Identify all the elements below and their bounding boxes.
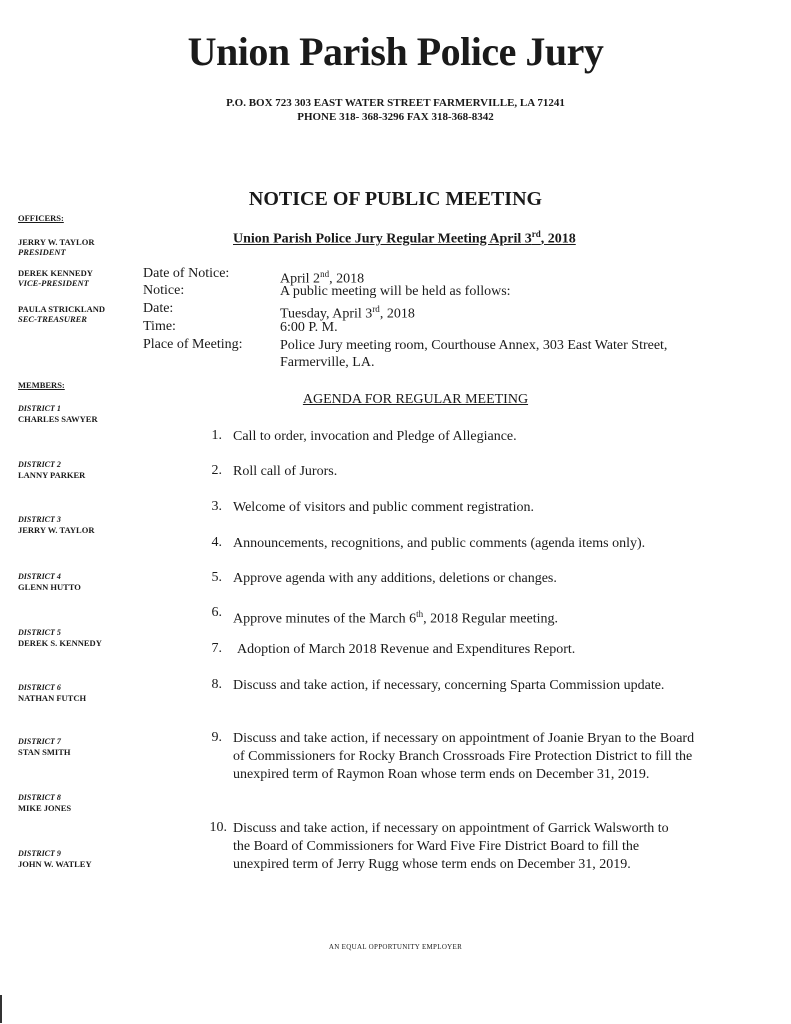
agenda-item-number: 5. — [211, 570, 222, 585]
time-label: Time: — [143, 319, 176, 334]
member-name: JERRY W. TAYLOR — [18, 525, 95, 535]
agenda-item-number: 7. — [211, 641, 222, 656]
agenda-item-number: 9. — [211, 730, 222, 745]
agenda-item-text: Approve minutes of the March 6th, 2018 Regular meeting. — [233, 609, 559, 627]
agenda-heading: AGENDA FOR REGULAR MEETING — [302, 392, 529, 407]
agenda-item-number: 1. — [211, 428, 222, 443]
member-district: DISTRICT 9 — [18, 849, 61, 858]
member-name: CHARLES SAWYER — [18, 414, 98, 424]
member-district: DISTRICT 2 — [18, 460, 61, 469]
time-value: 6:00 P. M. — [280, 320, 338, 335]
address-line: P.O. BOX 723 303 EAST WATER STREET FARMERVILLE, LA 71241 — [226, 97, 565, 109]
member-name: STAN SMITH — [18, 747, 71, 757]
officer-title: PRESIDENT — [18, 247, 66, 257]
agenda-item-text: Approve agenda with any additions, deletions or changes. — [233, 571, 557, 586]
phone-line: PHONE 318- 368-3296 FAX 318-368-8342 — [297, 111, 494, 123]
agenda-item-text: Roll call of Jurors. — [233, 464, 338, 479]
member-name: GLENN HUTTO — [18, 582, 81, 592]
org-title: Union Parish Police Jury — [187, 29, 604, 74]
agenda-item-text: Adoption of March 2018 Revenue and Expenditures Report. — [237, 642, 576, 657]
member-district: DISTRICT 5 — [18, 628, 61, 637]
agenda-item-text: Call to order, invocation and Pledge of Allegiance. — [233, 429, 517, 444]
member-district: DISTRICT 3 — [18, 515, 61, 524]
agenda-item-number: 10. — [209, 820, 227, 835]
member-district: DISTRICT 8 — [18, 793, 61, 802]
agenda-item-text: Announcements, recognitions, and public comments (agenda items only). — [233, 536, 646, 551]
notice-label: Notice: — [143, 283, 185, 298]
member-name: LANNY PARKER — [18, 470, 86, 480]
member-district: DISTRICT 7 — [18, 737, 61, 746]
footer-note: AN EQUAL OPPORTUNITY EMPLOYER — [328, 943, 463, 951]
date-value: Tuesday, April 3rd, 2018 — [280, 304, 415, 322]
date-label: Date: — [143, 301, 174, 316]
date-of-notice-label: Date of Notice: — [143, 266, 230, 281]
officer-name: DEREK KENNEDY — [18, 268, 93, 278]
agenda-item-text: Discuss and take action, if necessary on appointment of Garrick Walsworth to the Board of Commissioners for Ward Five Fire District Board to fill the unexpired term of Jerry Rugg whose term ends on December 31, 2019. — [233, 821, 669, 872]
member-district: DISTRICT 4 — [18, 572, 61, 581]
agenda-item-text: Discuss and take action, if necessary, concerning Sparta Commission update. — [233, 678, 665, 693]
member-name: JOHN W. WATLEY — [18, 859, 92, 869]
officer-name: JERRY W. TAYLOR — [18, 237, 95, 247]
officers-label: OFFICERS: — [18, 213, 64, 223]
agenda-item-text: Discuss and take action, if necessary on appointment of Joanie Bryan to the Board of Commissioners for Rocky Branch Crossroads Fire Protection District to fill the unexpired term of Raymon Roan whose term ends on December 31, 2019. — [233, 731, 695, 782]
agenda-item-number: 2. — [211, 463, 222, 478]
agenda-item-number: 8. — [211, 677, 222, 692]
notice-value: A public meeting will be held as follows: — [280, 284, 511, 299]
notice-heading: NOTICE OF PUBLIC MEETING — [248, 188, 543, 210]
officer-name: PAULA STRICKLAND — [18, 304, 105, 314]
member-name: NATHAN FUTCH — [18, 693, 87, 703]
officer-title: SEC-TREASURER — [18, 314, 87, 324]
agenda-item-number: 6. — [211, 605, 222, 620]
place-value: Police Jury meeting room, Courthouse Annex, 303 East Water Street, Farmerville, LA. — [280, 338, 668, 370]
members-label: MEMBERS: — [18, 380, 65, 390]
officer-title: VICE-PRESIDENT — [18, 278, 89, 288]
place-label: Place of Meeting: — [143, 337, 243, 352]
scan-edge-mark — [0, 995, 8, 1023]
member-name: DEREK S. KENNEDY — [18, 638, 102, 648]
member-name: MIKE JONES — [18, 803, 72, 813]
member-district: DISTRICT 6 — [18, 683, 61, 692]
member-district: DISTRICT 1 — [18, 404, 61, 413]
meeting-title: Union Parish Police Jury Regular Meeting April 3rd, 2018 — [233, 229, 576, 247]
agenda-item-number: 4. — [211, 535, 222, 550]
date-of-notice-value: April 2nd, 2018 — [280, 269, 365, 287]
agenda-item-number: 3. — [211, 499, 222, 514]
agenda-item-text: Welcome of visitors and public comment registration. — [233, 500, 534, 515]
